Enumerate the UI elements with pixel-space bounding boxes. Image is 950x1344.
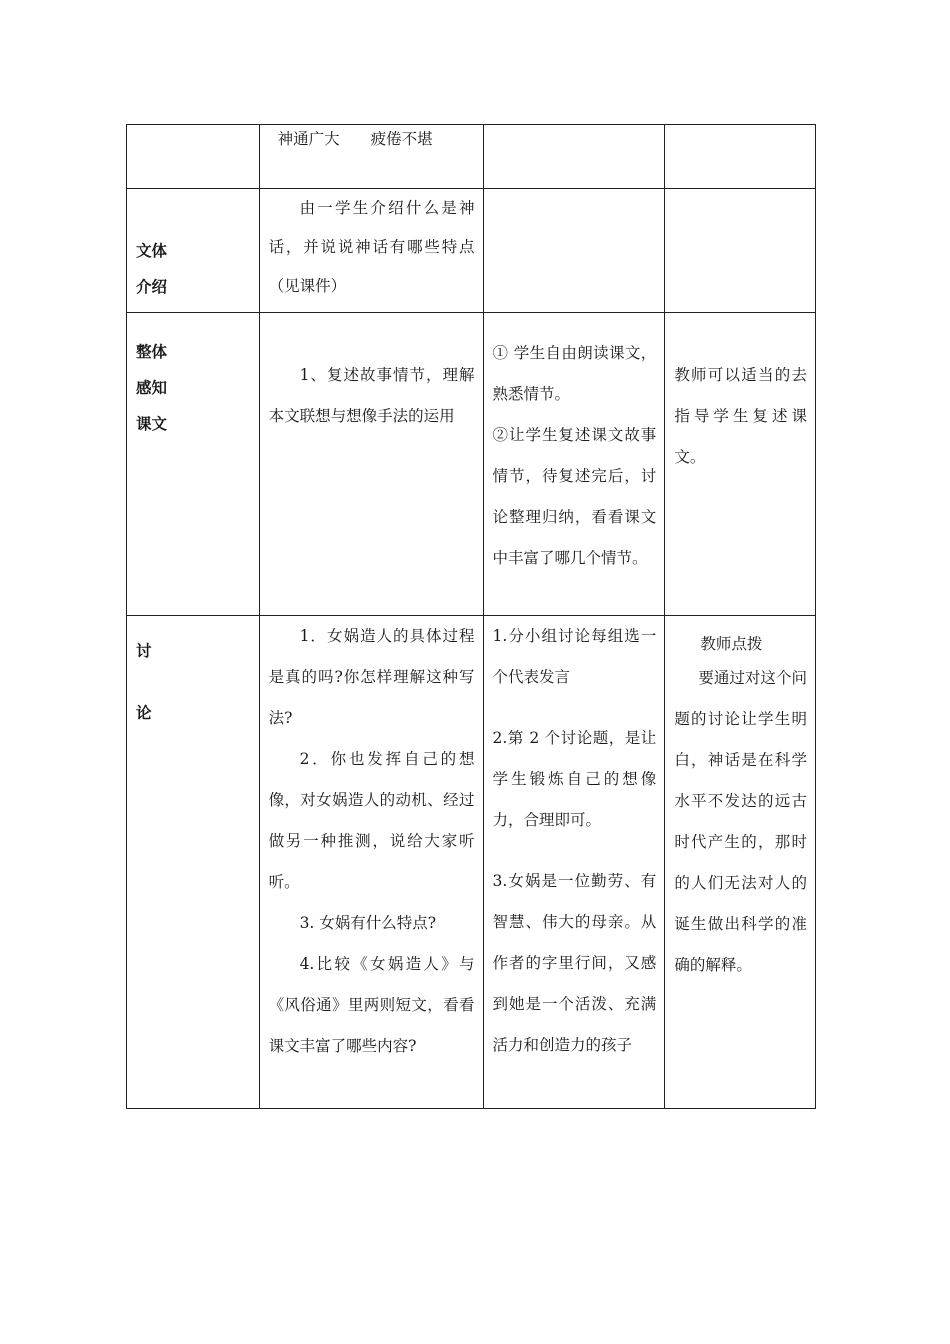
activity-text: 3.女娲是一位勤劳、有智慧、伟大的母亲。从作者的字里行间，又感到她是一个活泼、充满活力和创造力的孩子 (492, 872, 657, 1054)
activity-text: 1.分小组讨论每组选一个代表发言 (492, 627, 657, 686)
activity-text: ① 学生自由朗读课文，熟悉情节。 (492, 344, 657, 403)
content-text: 3. 女娲有什么特点? (299, 914, 437, 932)
note-text: 要通过对这个问题的讨论让学生明白，神话是在科学水平不发达的远古时代产生的，那时的人们无法对人的诞生做出科学的准确的解释。 (674, 669, 807, 974)
content-cell (259, 125, 483, 189)
row-label-cell (127, 616, 260, 1109)
content-cell (259, 313, 483, 616)
activity-cell (483, 313, 665, 616)
content-cell (259, 189, 483, 313)
activity-text: 2.第 2 个讨论题，是让学生锻炼自己的想像力，合理即可。 (492, 729, 657, 829)
activity-text: ②让学生复述课文故事情节，待复述完后，讨论整理归纳，看看课文中丰富了哪几个情节。 (492, 426, 657, 567)
row-label-line: 文体 (136, 242, 168, 260)
row-label-line: 论 (136, 704, 152, 722)
row-label-line: 讨 (136, 642, 152, 660)
activity-cell (483, 616, 665, 1109)
content-text: 2．你也发挥自己的想像，对女娲造人的动机、经过做另一种推测，说给大家听听。 (268, 750, 475, 891)
note-cell (665, 189, 816, 313)
content-text: 1．女娲造人的具体过程是真的吗?你怎样理解这种写法? (268, 627, 475, 727)
activity-cell (483, 189, 665, 313)
table-row (127, 616, 816, 1109)
content-text: 由一学生介绍什么是神话，并说说神话有哪些特点（见课件） (268, 199, 475, 295)
table-row (127, 125, 816, 189)
note-cell (665, 125, 816, 189)
activity-cell (483, 125, 665, 189)
note-heading: 教师点拨 (700, 635, 763, 653)
lesson-plan-table (126, 124, 816, 1109)
note-text: 教师可以适当的去指导学生复述课文。 (674, 366, 807, 466)
row-label-cell (127, 313, 260, 616)
row-label-line: 课文 (136, 415, 168, 433)
content-cell (259, 616, 483, 1109)
row-label-line: 感知 (136, 379, 168, 397)
note-cell (665, 616, 816, 1109)
note-cell (665, 313, 816, 616)
row-label-line: 整体 (136, 343, 168, 361)
row-label-cell (127, 189, 260, 313)
content-text: 4.比较《女娲造人》与《风俗通》里两则短文，看看课文丰富了哪些内容? (268, 955, 475, 1055)
table-row (127, 189, 816, 313)
content-text: 神通广大 疲倦不堪 (277, 130, 433, 148)
table-row (127, 313, 816, 616)
row-label-line: 介绍 (136, 278, 168, 296)
content-text: 1、复述故事情节，理解本文联想与想像手法的运用 (268, 366, 475, 425)
row-label-cell (127, 125, 260, 189)
